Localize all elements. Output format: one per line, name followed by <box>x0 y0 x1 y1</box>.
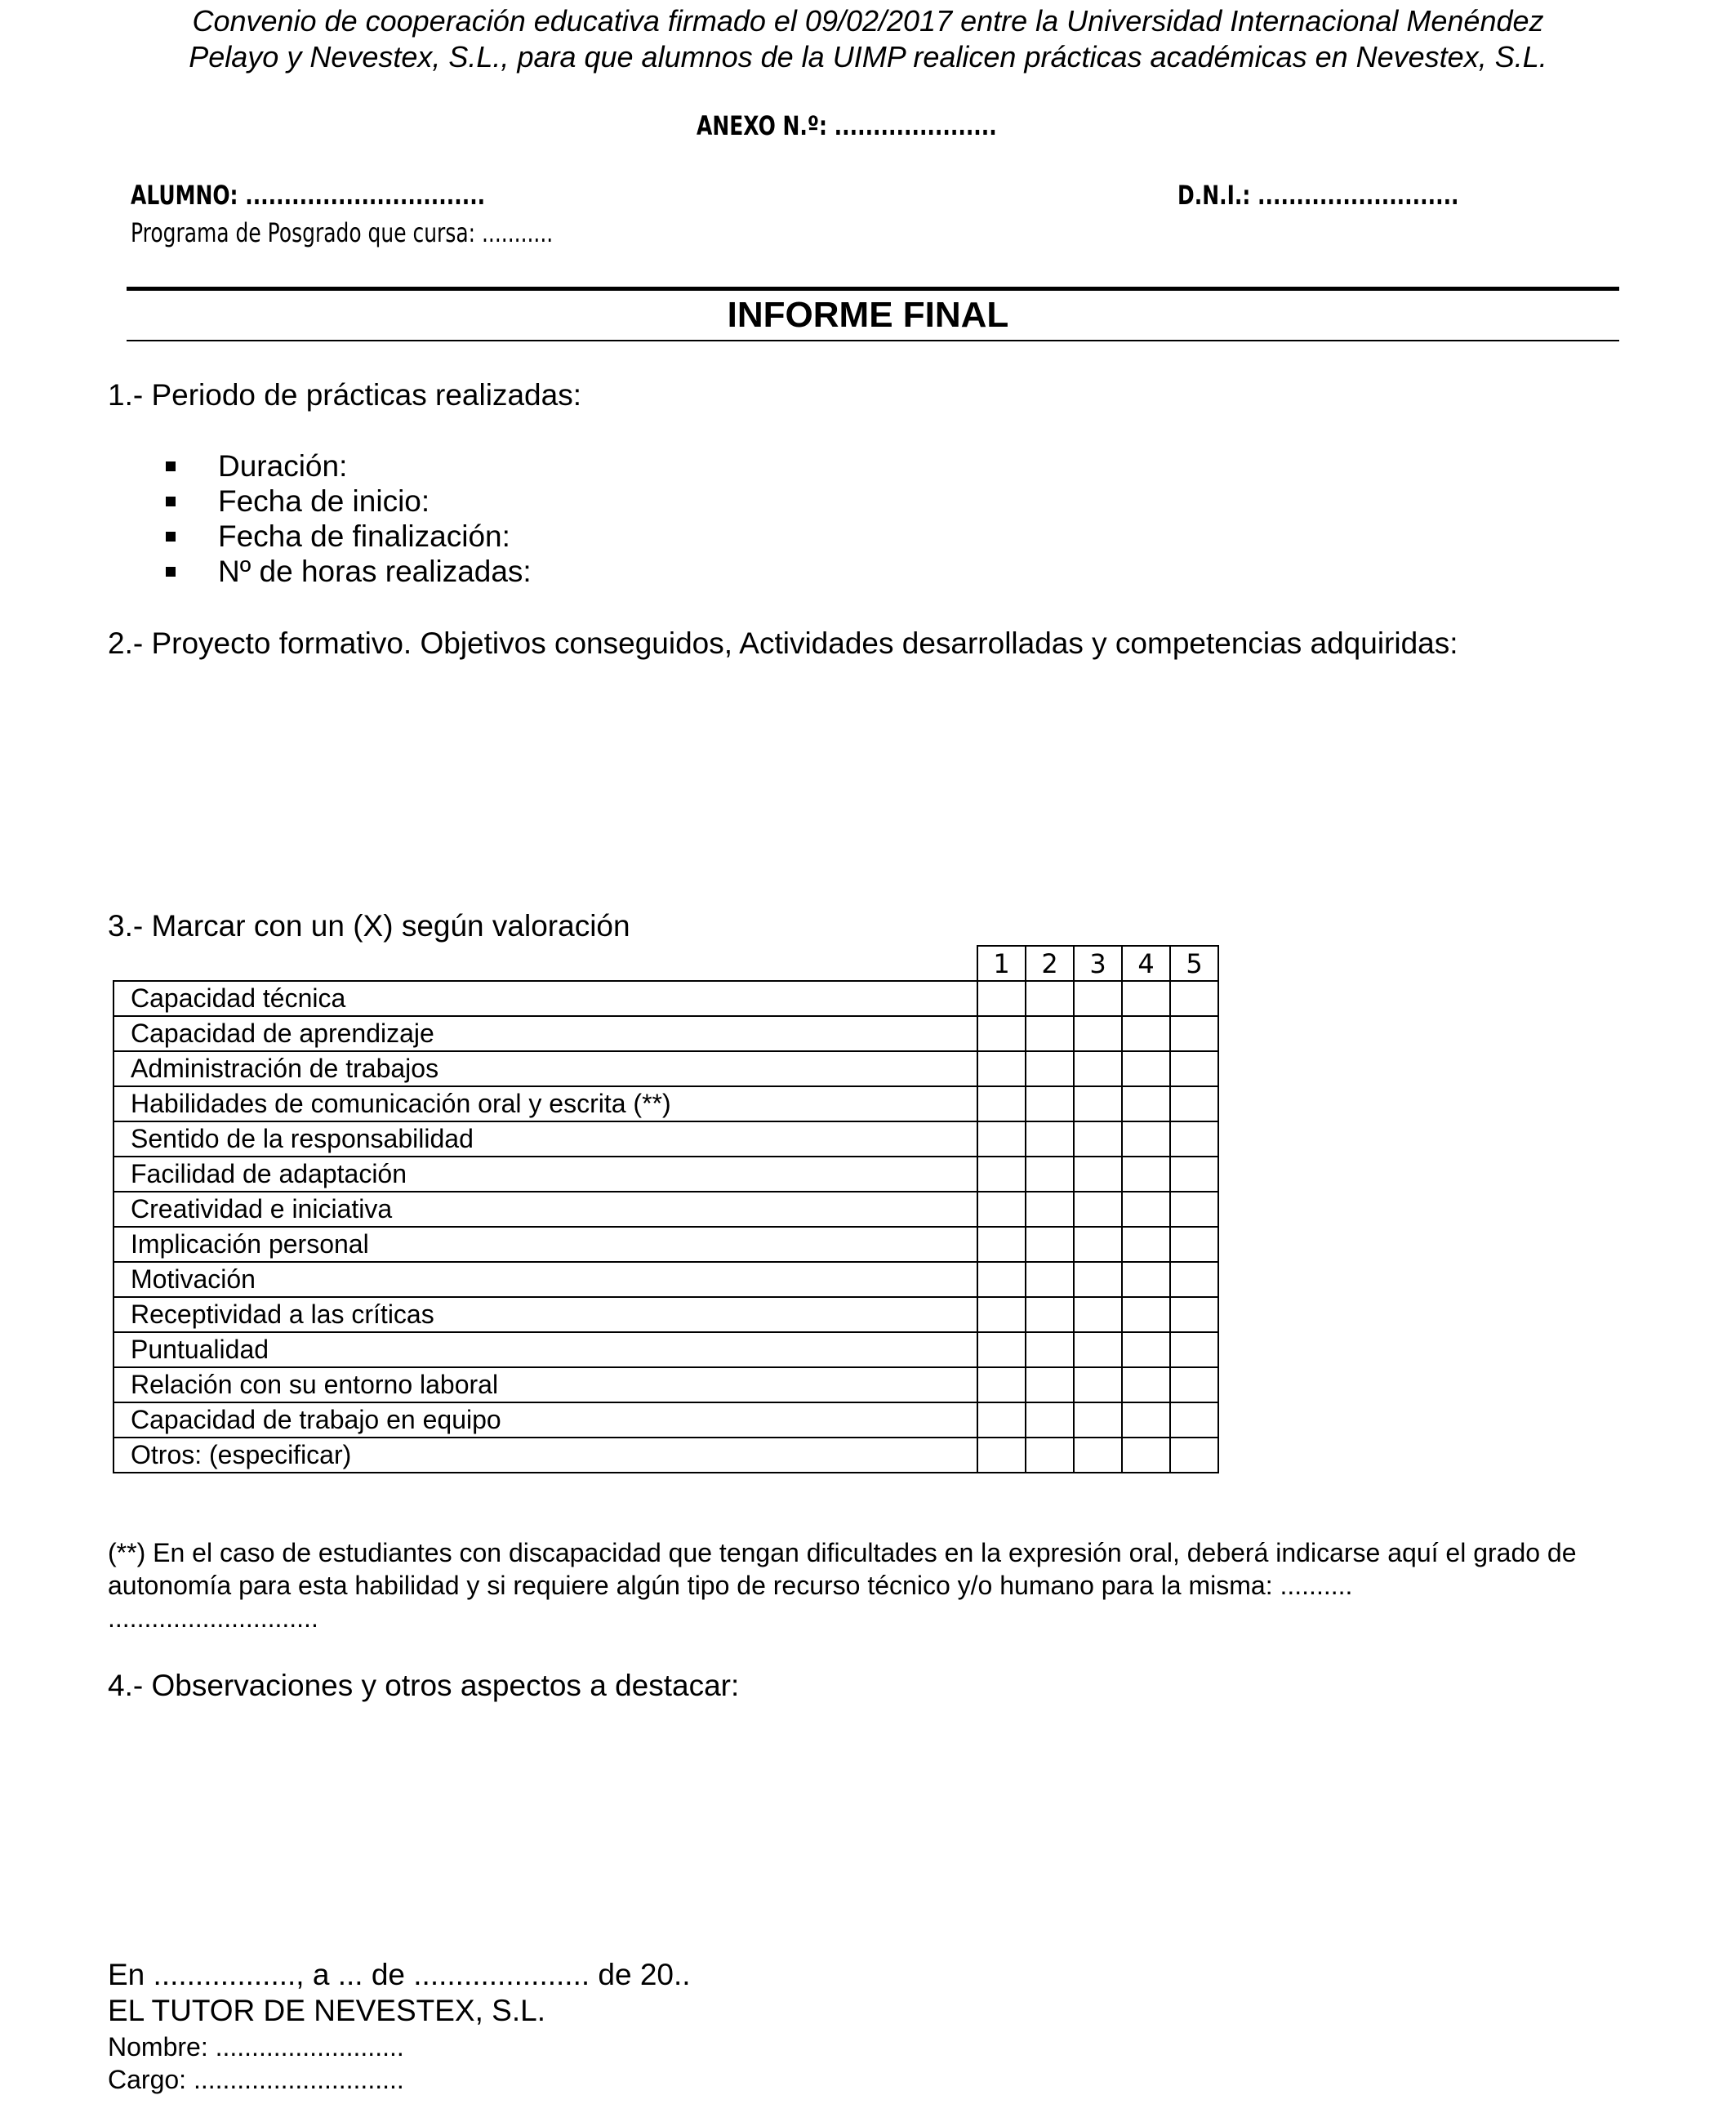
criterion-label: Puntualidad <box>114 1332 977 1367</box>
disability-note-line-3: ............................. <box>108 1603 318 1633</box>
title-bottom-rule <box>127 340 1619 341</box>
rating-checkbox-4[interactable] <box>1122 1016 1170 1051</box>
rating-row <box>114 1402 1218 1438</box>
header-spacer <box>114 946 977 981</box>
rating-checkbox-3[interactable] <box>1074 1438 1122 1473</box>
rating-checkbox-4[interactable] <box>1122 1402 1170 1438</box>
rating-row <box>114 1157 1218 1192</box>
rating-checkbox-2[interactable] <box>1026 1086 1074 1121</box>
rating-scale-header-row <box>114 946 1218 981</box>
rating-checkbox-1[interactable] <box>977 1367 1026 1402</box>
rating-checkbox-3[interactable] <box>1074 1086 1122 1121</box>
scale-5: 5 <box>1170 946 1218 981</box>
criterion-label: Capacidad de aprendizaje <box>114 1016 977 1051</box>
rating-row <box>114 1016 1218 1051</box>
rating-checkbox-4[interactable] <box>1122 1157 1170 1192</box>
criterion-label: Relación con su entorno laboral <box>114 1367 977 1402</box>
rating-checkbox-1[interactable] <box>977 1227 1026 1262</box>
rating-checkbox-2[interactable] <box>1026 1051 1074 1086</box>
rating-checkbox-5[interactable] <box>1170 1262 1218 1297</box>
rating-row <box>114 1332 1218 1367</box>
bullet-square <box>166 532 176 542</box>
rating-checkbox-2[interactable] <box>1026 1262 1074 1297</box>
anexo-number: ANEXO N.º: ..................... <box>697 110 997 141</box>
rating-checkbox-2[interactable] <box>1026 1121 1074 1157</box>
section-3-heading: 3.- Marcar con un (X) según valoración <box>108 909 630 943</box>
student-name-field: ALUMNO: ............................... <box>131 180 486 211</box>
section-2-heading: 2.- Proyecto formativo. Objetivos conseguidos, Actividades desarrolladas y competencias adquiridas: <box>108 626 1458 660</box>
rating-checkbox-1[interactable] <box>977 1438 1026 1473</box>
rating-checkbox-4[interactable] <box>1122 1086 1170 1121</box>
rating-checkbox-5[interactable] <box>1170 1121 1218 1157</box>
postgraduate-program-field: Programa de Posgrado que cursa: ........... <box>131 217 554 248</box>
rating-checkbox-1[interactable] <box>977 1051 1026 1086</box>
rating-checkbox-3[interactable] <box>1074 981 1122 1016</box>
rating-checkbox-1[interactable] <box>977 1086 1026 1121</box>
rating-row <box>114 1297 1218 1332</box>
agreement-header-line-2: Pelayo y Nevestex, S.L., para que alumnos de la UIMP realicen prácticas académicas en Nevestex, S.L. <box>189 40 1547 74</box>
rating-checkbox-2[interactable] <box>1026 1367 1074 1402</box>
rating-checkbox-5[interactable] <box>1170 1227 1218 1262</box>
rating-checkbox-5[interactable] <box>1170 1367 1218 1402</box>
rating-checkbox-5[interactable] <box>1170 1157 1218 1192</box>
criterion-label: Motivación <box>114 1262 977 1297</box>
rating-row <box>114 1192 1218 1227</box>
rating-row <box>114 1438 1218 1473</box>
rating-checkbox-5[interactable] <box>1170 981 1218 1016</box>
document-title: INFORME FINAL <box>727 295 1009 335</box>
scale-2: 2 <box>1026 946 1074 981</box>
rating-checkbox-1[interactable] <box>977 1157 1026 1192</box>
rating-checkbox-2[interactable] <box>1026 1157 1074 1192</box>
rating-checkbox-4[interactable] <box>1122 1332 1170 1367</box>
section-4-heading: 4.- Observaciones y otros aspectos a destacar: <box>108 1669 740 1702</box>
rating-checkbox-5[interactable] <box>1170 1051 1218 1086</box>
rating-checkbox-2[interactable] <box>1026 1297 1074 1332</box>
rating-checkbox-3[interactable] <box>1074 1227 1122 1262</box>
rating-checkbox-5[interactable] <box>1170 1192 1218 1227</box>
tutor-title: EL TUTOR DE NEVESTEX, S.L. <box>108 1994 545 2027</box>
disability-note-line-2: autonomía para esta habilidad y si requiere algún tipo de recurso técnico y/o humano para la misma: .......... <box>108 1571 1353 1600</box>
rating-checkbox-1[interactable] <box>977 1262 1026 1297</box>
criterion-label: Administración de trabajos <box>114 1051 977 1086</box>
rating-checkbox-2[interactable] <box>1026 1016 1074 1051</box>
rating-checkbox-4[interactable] <box>1122 1192 1170 1227</box>
disability-note-line-1: (**) En el caso de estudiantes con discapacidad que tengan dificultades en la expresión oral, deberá indicarse aquí el grado de <box>108 1538 1577 1567</box>
rating-checkbox-3[interactable] <box>1074 1262 1122 1297</box>
rating-checkbox-4[interactable] <box>1122 981 1170 1016</box>
rating-checkbox-3[interactable] <box>1074 1297 1122 1332</box>
title-top-rule <box>127 287 1619 291</box>
rating-checkbox-4[interactable] <box>1122 1297 1170 1332</box>
criterion-label: Habilidades de comunicación oral y escrita (**) <box>114 1086 977 1121</box>
criterion-label: Sentido de la responsabilidad <box>114 1121 977 1157</box>
rating-checkbox-5[interactable] <box>1170 1332 1218 1367</box>
rating-checkbox-3[interactable] <box>1074 1121 1122 1157</box>
rating-checkbox-3[interactable] <box>1074 1016 1122 1051</box>
rating-checkbox-2[interactable] <box>1026 981 1074 1016</box>
rating-checkbox-1[interactable] <box>977 1016 1026 1051</box>
agreement-header-line-1: Convenio de cooperación educativa firmado el 09/02/2017 entre la Universidad Internacional Menéndez <box>192 4 1544 38</box>
place-date-line: En ................., a ... de ..................... de 20.. <box>108 1958 691 1991</box>
tutor-position-field: Cargo: ............................. <box>108 2065 404 2094</box>
student-dni-field: D.N.I.: .......................... <box>1177 180 1459 211</box>
tutor-name-field: Nombre: .......................... <box>108 2032 404 2062</box>
end-date-item: Fecha de finalización: <box>218 519 510 553</box>
rating-checkbox-3[interactable] <box>1074 1192 1122 1227</box>
rating-row <box>114 1367 1218 1402</box>
rating-checkbox-4[interactable] <box>1122 1051 1170 1086</box>
rating-checkbox-5[interactable] <box>1170 1086 1218 1121</box>
scale-3: 3 <box>1074 946 1122 981</box>
criterion-label: Creatividad e iniciativa <box>114 1192 977 1227</box>
criterion-label: Facilidad de adaptación <box>114 1157 977 1192</box>
rating-row <box>114 1262 1218 1297</box>
rating-checkbox-1[interactable] <box>977 1402 1026 1438</box>
duration-item: Duración: <box>218 449 348 483</box>
rating-checkbox-2[interactable] <box>1026 1192 1074 1227</box>
rating-table <box>113 945 1219 1473</box>
rating-checkbox-5[interactable] <box>1170 1438 1218 1473</box>
criterion-label: Capacidad de trabajo en equipo <box>114 1402 977 1438</box>
rating-row <box>114 1051 1218 1086</box>
start-date-item: Fecha de inicio: <box>218 484 430 518</box>
rating-row <box>114 981 1218 1016</box>
hours-item: Nº de horas realizadas: <box>218 555 532 588</box>
rating-checkbox-4[interactable] <box>1122 1438 1170 1473</box>
rating-checkbox-3[interactable] <box>1074 1332 1122 1367</box>
rating-checkbox-3[interactable] <box>1074 1402 1122 1438</box>
rating-row <box>114 1086 1218 1121</box>
rating-checkbox-2[interactable] <box>1026 1332 1074 1367</box>
rating-checkbox-2[interactable] <box>1026 1438 1074 1473</box>
rating-checkbox-1[interactable] <box>977 1192 1026 1227</box>
rating-checkbox-5[interactable] <box>1170 1297 1218 1332</box>
bullet-square <box>166 567 176 577</box>
rating-checkbox-2[interactable] <box>1026 1402 1074 1438</box>
rating-checkbox-1[interactable] <box>977 1297 1026 1332</box>
rating-checkbox-1[interactable] <box>977 1332 1026 1367</box>
rating-checkbox-3[interactable] <box>1074 1367 1122 1402</box>
scale-4: 4 <box>1122 946 1170 981</box>
rating-checkbox-5[interactable] <box>1170 1402 1218 1438</box>
criterion-label: Implicación personal <box>114 1227 977 1262</box>
bullet-square <box>166 497 176 506</box>
rating-checkbox-4[interactable] <box>1122 1262 1170 1297</box>
rating-row <box>114 1227 1218 1262</box>
rating-checkbox-5[interactable] <box>1170 1016 1218 1051</box>
rating-checkbox-1[interactable] <box>977 1121 1026 1157</box>
criterion-label: Capacidad técnica <box>114 981 977 1016</box>
rating-checkbox-2[interactable] <box>1026 1227 1074 1262</box>
rating-checkbox-1[interactable] <box>977 981 1026 1016</box>
rating-checkbox-3[interactable] <box>1074 1157 1122 1192</box>
rating-checkbox-4[interactable] <box>1122 1367 1170 1402</box>
criterion-label: Otros: (especificar) <box>114 1438 977 1473</box>
bullet-square <box>166 461 176 471</box>
section-1-heading: 1.- Periodo de prácticas realizadas: <box>108 378 581 412</box>
rating-checkbox-4[interactable] <box>1122 1227 1170 1262</box>
rating-row <box>114 1121 1218 1157</box>
scale-1: 1 <box>977 946 1026 981</box>
criterion-label: Receptividad a las críticas <box>114 1297 977 1332</box>
rating-checkbox-4[interactable] <box>1122 1121 1170 1157</box>
rating-checkbox-3[interactable] <box>1074 1051 1122 1086</box>
